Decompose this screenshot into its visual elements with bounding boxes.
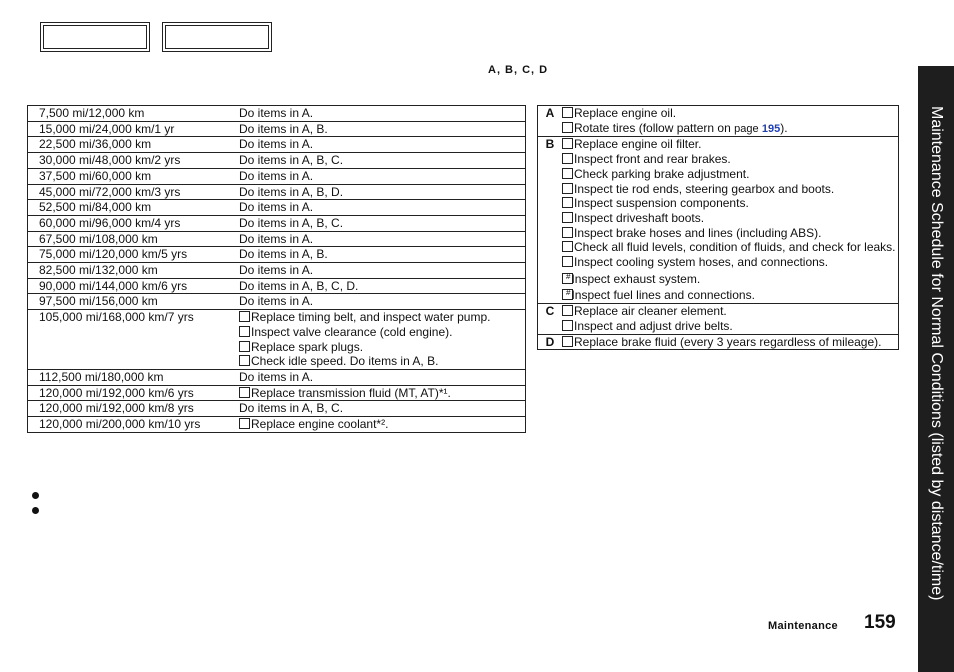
distance-cell: 60,000 mi/96,000 km/4 yrs <box>39 215 181 230</box>
legend-item-text: Inspect suspension components. <box>574 196 749 211</box>
item-text: Replace spark plugs. <box>251 339 364 354</box>
items-cell <box>239 200 525 215</box>
item-line <box>239 153 525 168</box>
table-row <box>28 106 525 122</box>
legend-items <box>562 137 898 303</box>
legend-item-text: Inspect front and rear brakes. <box>574 152 731 167</box>
item-line <box>239 401 525 416</box>
item-line <box>239 354 525 369</box>
item-text: Do items in A. <box>239 137 314 152</box>
page-reference-link[interactable]: 195 <box>761 122 781 135</box>
footer-section-label: Maintenance <box>768 620 838 632</box>
legend-heading: A, B, C, D <box>488 64 549 76</box>
item-line <box>239 340 525 355</box>
item-text: Do items in A, B. <box>239 121 328 136</box>
items-cell <box>239 232 525 247</box>
hash-mark-icon: # <box>566 271 571 281</box>
legend-item <box>562 182 898 197</box>
checkbox-icon <box>562 183 573 194</box>
schedule-table <box>27 105 526 433</box>
item-text: Do items in A. <box>239 231 314 246</box>
item-text: Replace engine coolant*². <box>251 417 389 432</box>
table-row <box>28 310 525 370</box>
table-row <box>28 185 525 201</box>
distance-cell: 45,000 mi/72,000 km/3 yrs <box>39 184 181 199</box>
bullet-icon <box>32 507 39 514</box>
item-text: Do items in A, B, D. <box>239 184 344 199</box>
checkbox-icon <box>562 197 573 208</box>
distance-cell: 15,000 mi/24,000 km/1 yr <box>39 121 175 136</box>
table-row <box>28 137 525 153</box>
distance-cell: 82,500 mi/132,000 km <box>39 263 158 278</box>
legend-item-text: Replace brake fluid (every 3 years regardless of mileage). <box>574 334 882 349</box>
item-text: Do items in A, B, C, D. <box>239 278 359 293</box>
legend-letter: A <box>545 106 555 120</box>
item-text: Replace transmission fluid (MT, AT)*¹. <box>251 385 451 400</box>
distance-cell: 120,000 mi/192,000 km/6 yrs <box>39 385 194 400</box>
item-line <box>239 169 525 184</box>
distance-cell: 52,500 mi/84,000 km <box>39 200 152 215</box>
table-row <box>28 153 525 169</box>
item-text: Do items in A. <box>239 106 314 120</box>
legend-group <box>538 304 898 334</box>
checkbox-icon <box>239 387 250 398</box>
distance-cell: 37,500 mi/60,000 km <box>39 168 152 183</box>
items-cell <box>239 153 525 168</box>
legend-item-text: Inspect fuel lines and connections. <box>571 288 755 303</box>
checkbox-icon <box>562 320 573 331</box>
item-text: Do items in A, B, C. <box>239 153 344 168</box>
legend-item-text: Replace engine oil. <box>574 106 677 120</box>
legend-items <box>562 335 898 350</box>
items-cell <box>239 386 525 401</box>
legend-item <box>562 286 898 303</box>
items-cell <box>239 185 525 200</box>
checkbox-icon <box>562 212 573 223</box>
legend-item-text: Check all fluid levels, condition of fluids, and check for leaks. <box>574 240 896 255</box>
legend-group <box>538 335 898 351</box>
table-row <box>28 232 525 248</box>
table-row <box>28 200 525 216</box>
legend-item-text: Replace air cleaner element. <box>574 304 727 319</box>
checkbox-icon <box>239 355 250 366</box>
item-text: Check idle speed. Do items in A, B. <box>251 354 439 369</box>
legend-items <box>562 106 898 136</box>
distance-cell: 7,500 mi/12,000 km <box>39 106 145 120</box>
legend-item <box>562 255 898 270</box>
legend-item <box>562 335 898 350</box>
legend-item <box>562 226 898 241</box>
item-text: Inspect valve clearance (cold engine). <box>251 324 453 339</box>
legend-group <box>538 137 898 304</box>
table-row <box>28 216 525 232</box>
table-row <box>28 370 525 386</box>
items-cell <box>239 401 525 416</box>
item-text: Do items in A, B, C. <box>239 215 344 230</box>
item-line <box>239 200 525 215</box>
legend-item <box>562 319 898 334</box>
legend-item <box>562 167 898 182</box>
legend-item-text: Inspect exhaust system. <box>571 271 701 286</box>
distance-cell: 67,500 mi/108,000 km <box>39 231 158 246</box>
page-word: page <box>734 122 759 135</box>
items-cell <box>239 122 525 137</box>
legend-items <box>562 304 898 333</box>
table-row <box>28 247 525 263</box>
items-cell <box>239 263 525 278</box>
checkbox-icon <box>562 122 573 133</box>
item-text: Do items in A. <box>239 294 314 309</box>
legend-item <box>562 106 898 121</box>
legend-item-text: Check parking brake adjustment. <box>574 166 750 181</box>
table-row <box>28 122 525 138</box>
checkbox-icon <box>239 311 250 322</box>
distance-cell: 120,000 mi/200,000 km/10 yrs <box>39 417 201 432</box>
items-cell <box>239 370 525 385</box>
page-suffix: ). <box>780 120 788 135</box>
checkbox-icon <box>562 305 573 316</box>
table-row <box>28 169 525 185</box>
checkbox-icon <box>562 256 573 267</box>
item-line <box>239 247 525 262</box>
checkbox-icon <box>562 241 573 252</box>
table-row <box>28 417 525 433</box>
checkbox-icon <box>239 326 250 337</box>
legend-item-text: Rotate tires (follow pattern on <box>574 120 731 135</box>
checkbox-icon <box>562 336 573 347</box>
distance-cell: 30,000 mi/48,000 km/2 yrs <box>39 153 181 168</box>
distance-cell: 112,500 mi/180,000 km <box>39 369 164 384</box>
item-text: Do items in A. <box>239 369 314 384</box>
side-section-tab <box>918 66 954 672</box>
table-row <box>28 279 525 295</box>
item-line <box>239 106 525 121</box>
header-box-right <box>162 22 272 52</box>
page-number: 159 <box>864 612 896 633</box>
item-line <box>239 185 525 200</box>
bullet-icon <box>32 492 39 499</box>
table-row <box>28 386 525 402</box>
legend-item <box>562 270 898 287</box>
item-line <box>239 294 525 309</box>
legend-letter: B <box>545 137 555 152</box>
item-line <box>239 263 525 278</box>
legend-item-text: Inspect cooling system hoses, and connections. <box>574 255 829 270</box>
header-box-left <box>40 22 150 52</box>
hash-mark-icon: # <box>566 288 571 298</box>
item-line <box>239 216 525 231</box>
legend-item <box>562 304 898 319</box>
table-row <box>28 294 525 310</box>
checkbox-icon <box>239 341 250 352</box>
legend-letter: D <box>545 334 555 349</box>
checkbox-icon <box>562 138 573 149</box>
item-text: Do items in A. <box>239 168 314 183</box>
items-cell <box>239 294 525 309</box>
item-text: Do items in A, B, C. <box>239 401 344 416</box>
legend-item-text: Inspect and adjust drive belts. <box>574 318 733 333</box>
legend-group <box>538 106 898 137</box>
checkbox-icon <box>562 153 573 164</box>
legend-letter: C <box>545 304 555 319</box>
maintenance-items-legend <box>537 105 899 350</box>
items-cell <box>239 216 525 231</box>
legend-item-text: Inspect brake hoses and lines (including ABS). <box>574 225 822 240</box>
items-cell <box>239 279 525 294</box>
legend-item-text: Inspect tie rod ends, steering gearbox and boots. <box>574 181 835 196</box>
item-line <box>239 325 525 340</box>
item-line <box>239 370 525 385</box>
distance-cell: 105,000 mi/168,000 km/7 yrs <box>39 310 194 325</box>
item-text: Replace timing belt, and inspect water pump. <box>251 310 491 325</box>
items-cell <box>239 417 525 432</box>
legend-item <box>562 211 898 226</box>
table-row <box>28 263 525 279</box>
distance-cell: 90,000 mi/144,000 km/6 yrs <box>39 278 188 293</box>
items-cell <box>239 169 525 184</box>
legend-item <box>562 137 898 152</box>
checkbox-icon <box>239 418 250 429</box>
item-line <box>239 310 525 325</box>
legend-item <box>562 240 898 255</box>
side-tab-title: Maintenance Schedule for Normal Conditions (listed by distance/time) <box>928 106 945 601</box>
legend-item <box>562 121 898 137</box>
checkbox-icon <box>562 168 573 179</box>
distance-cell: 97,500 mi/156,000 km <box>39 294 158 309</box>
items-cell <box>239 310 525 369</box>
legend-item-text: Replace engine oil filter. <box>574 137 702 152</box>
item-line <box>239 417 525 432</box>
item-text: Do items in A. <box>239 263 314 278</box>
distance-cell: 120,000 mi/192,000 km/8 yrs <box>39 401 194 416</box>
table-row <box>28 401 525 417</box>
item-line <box>239 122 525 137</box>
checkbox-icon <box>562 107 573 118</box>
checkbox-icon <box>562 227 573 238</box>
item-line <box>239 137 525 152</box>
items-cell <box>239 106 525 121</box>
item-line <box>239 232 525 247</box>
distance-cell: 75,000 mi/120,000 km/5 yrs <box>39 247 188 262</box>
item-text: Do items in A. <box>239 200 314 215</box>
items-cell <box>239 247 525 262</box>
items-cell <box>239 137 525 152</box>
legend-item <box>562 152 898 167</box>
legend-item-text: Inspect driveshaft boots. <box>574 210 705 225</box>
item-text: Do items in A, B. <box>239 247 328 262</box>
item-line <box>239 386 525 401</box>
item-line <box>239 279 525 294</box>
legend-item <box>562 196 898 211</box>
distance-cell: 22,500 mi/36,000 km <box>39 137 152 152</box>
